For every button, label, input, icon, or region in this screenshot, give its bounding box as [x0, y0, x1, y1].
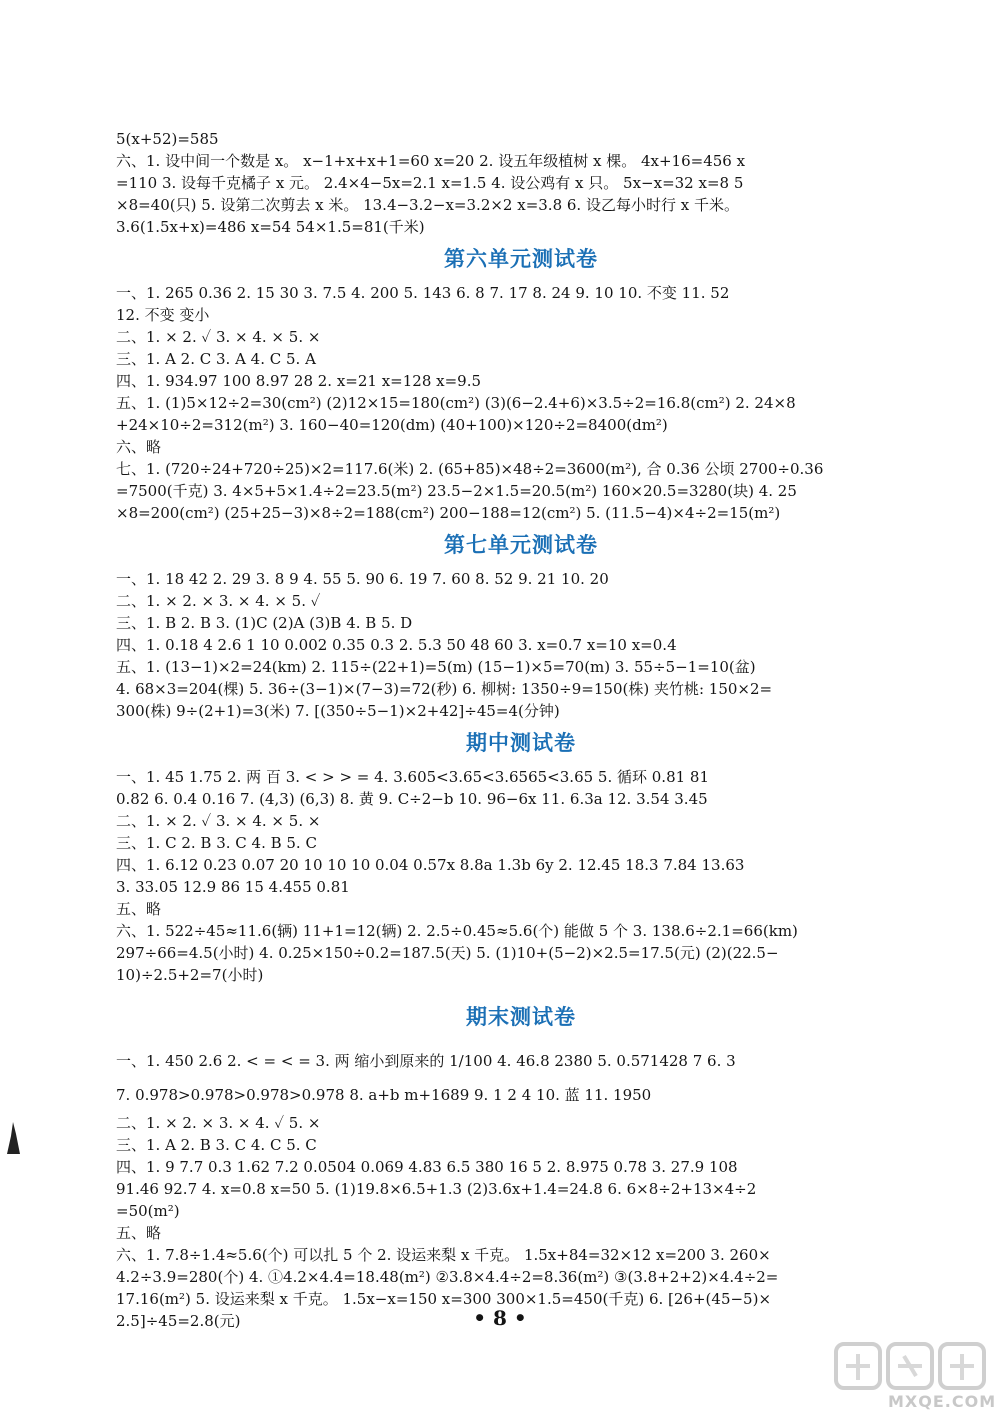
answer-line: 一、1. 265 0.36 2. 15 30 3. 7.5 4. 200 5. 143 6. 8 7. 17 8. 24 9. 10 10. 不变 11. 52: [116, 284, 730, 302]
answer-line: 三、1. B 2. B 3. (1)C (2)A (3)B 4. B 5. D: [116, 614, 413, 632]
answer-line: 91.46 92.7 4. x=0.8 x=50 5. (1)19.8×6.5+1.3 (2)3.6x+1.4=24.8 6. 6×8÷2+13×4÷2: [116, 1180, 757, 1198]
answer-line: 三、1. C 2. B 3. C 4. B 5. C: [116, 834, 317, 852]
answer-line: 一、1. 450 2.6 2. < = < = 3. 两 缩小到原来的 1/100 4. 46.8 2380 5. 0.571428 7 6. 3: [116, 1052, 736, 1070]
answer-line: 四、1. 9 7.7 0.3 1.62 7.2 0.0504 0.069 4.83 6.5 380 16 5 2. 8.975 0.78 3. 27.9 108: [116, 1158, 738, 1176]
answer-line: 四、1. 934.97 100 8.97 28 2. x=21 x=128 x=9.5: [116, 372, 482, 390]
answer-line: 五、1. (1)5×12÷2=30(cm²) (2)12×15=180(cm²) (3)(6−2.4+6)×3.5÷2=16.8(cm²) 2. 24×8: [116, 394, 796, 412]
answer-line: 三、1. A 2. B 3. C 4. C 5. C: [116, 1136, 317, 1154]
answer-line: 7. 0.978>0.978>0.978>0.978 8. a+b m+1689 9. 1 2 4 10. 蓝 11. 1950: [116, 1086, 652, 1104]
answer-line: 五、1. (13−1)×2=24(km) 2. 115÷(22+1)=5(m) (15−1)×5=70(m) 3. 55÷5−1=10(盆): [116, 658, 756, 676]
scan-mark-icon: [4, 1120, 22, 1156]
answer-line: 四、1. 0.18 4 2.6 1 10 0.002 0.35 0.3 2. 5.3 50 48 60 3. x=0.7 x=10 x=0.4: [116, 636, 677, 654]
answer-line: 12. 不变 变小: [116, 306, 210, 324]
answer-line: ×8=200(cm²) (25+25−3)×8÷2=188(cm²) 200−188=12(cm²) 5. (11.5−4)×4÷2=15(m²): [116, 504, 781, 522]
answer-line: 300(株) 9÷(2+1)=3(米) 7. [(350÷5−1)×2+42]÷45=4(分钟): [116, 702, 560, 720]
answer-line: 六、略: [116, 438, 162, 456]
answer-line: 297÷66=4.5(小时) 4. 0.25×150÷0.2=187.5(天) 5. (1)10+(5−2)×2.5=17.5(元) (2)(22.5−: [116, 944, 779, 962]
section-title-unit7: 第七单元测试卷: [444, 533, 598, 557]
answer-line: 一、1. 18 42 2. 29 3. 8 9 4. 55 5. 90 6. 19 7. 60 8. 52 9. 21 10. 20: [116, 570, 609, 588]
section-title-final: 期末测试卷: [466, 1005, 576, 1029]
answer-line: =7500(千克) 3. 4×5+5×1.4÷2=23.5(m²) 23.5−2×1.5=20.5(m²) 160×20.5=3280(块) 4. 25: [116, 482, 797, 500]
page-number: • 8 •: [473, 1306, 527, 1330]
answer-line: 五、略: [116, 900, 162, 918]
answer-line: 一、1. 45 1.75 2. 两 百 3. < > > = 4. 3.605<3.65<3.6565<3.65 5. 循环 0.81 81: [116, 768, 710, 786]
answer-line: ×8=40(只) 5. 设第二次剪去 x 米。 13.4−3.2−x=3.2×2 x=3.8 6. 设乙每小时行 x 千米。: [116, 196, 739, 214]
answer-line: 17.16(m²) 5. 设运来梨 x 千克。 1.5x−x=150 x=300 300×1.5=450(千克) 6. [26+(45−5)×: [116, 1290, 772, 1308]
answer-line: 0.82 6. 0.4 0.16 7. (4,3) (6,3) 8. 黄 9. C÷2−b 10. 96−6x 11. 6.3a 12. 3.54 3.45: [116, 790, 708, 808]
answer-line: 六、1. 522÷45≈11.6(辆) 11+1=12(辆) 2. 2.5÷0.45≈5.6(个) 能做 5 个 3. 138.6÷2.1=66(km): [116, 922, 798, 940]
answer-line: 二、1. × 2. ✓ 3. × 4. × 5. ×: [116, 328, 321, 346]
answer-line: 六、1. 7.8÷1.4≈5.6(个) 可以扎 5 个 2. 设运来梨 x 千克。 1.5x+84=32×12 x=200 3. 260×: [116, 1246, 771, 1264]
answer-line: +24×10÷2=312(m²) 3. 160−40=120(dm) (40+100)×120÷2=8400(dm²): [116, 416, 668, 434]
answer-line: 七、1. (720÷24+720÷25)×2=117.6(米) 2. (65+85)×48÷2=3600(m²), 合 0.36 公顷 2700÷0.36: [116, 460, 824, 478]
answer-content: [116, 128, 926, 1332]
answer-line: 二、1. × 2. × 3. × 4. × 5. ✓: [116, 592, 321, 610]
answer-line: 4.2÷3.9=280(个) 4. ①4.2×4.4=18.48(m²) ②3.8×4.4÷2=8.36(m²) ③(3.8+2+2)×4.4÷2=: [116, 1268, 779, 1286]
answer-line: 四、1. 6.12 0.23 0.07 20 10 10 10 0.04 0.57x 8.8a 1.3b 6y 2. 12.45 18.3 7.84 13.63: [116, 856, 745, 874]
answer-line: 2.5]÷45=2.8(元): [116, 1312, 241, 1330]
answer-line: 3. 33.05 12.9 86 15 4.455 0.81: [116, 878, 350, 896]
answer-line: 二、1. × 2. ✓ 3. × 4. × 5. ×: [116, 812, 321, 830]
answer-line: 三、1. A 2. C 3. A 4. C 5. A: [116, 350, 316, 368]
section-title-midterm: 期中测试卷: [466, 731, 576, 755]
answer-line: 3.6(1.5x+x)=486 x=54 54×1.5=81(千米): [116, 218, 425, 236]
answer-line: 10)÷2.5+2=7(小时): [116, 966, 264, 984]
answer-line: 二、1. × 2. × 3. × 4. ✓ 5. ×: [116, 1114, 321, 1132]
watermark-text: MXQE.COM: [888, 1392, 997, 1411]
answer-line: =110 3. 设每千克橘子 x 元。 2.4×4−5x=2.1 x=1.5 4. 设公鸡有 x 只。 5x−x=32 x=8 5: [116, 174, 744, 192]
answer-line: 五、略: [116, 1224, 162, 1242]
section-title-unit6: 第六单元测试卷: [444, 247, 598, 271]
answer-line: 5(x+52)=585: [116, 130, 219, 148]
answer-line: 六、1. 设中间一个数是 x。 x−1+x+x+1=60 x=20 2. 设五年级植树 x 棵。 4x+16=456 x: [116, 152, 746, 170]
answer-line: =50(m²): [116, 1202, 180, 1220]
answer-line: 4. 68×3=204(棵) 5. 36÷(3−1)×(7−3)=72(秒) 6. 柳树: 1350÷9=150(株) 夹竹桃: 150×2=: [116, 680, 773, 698]
